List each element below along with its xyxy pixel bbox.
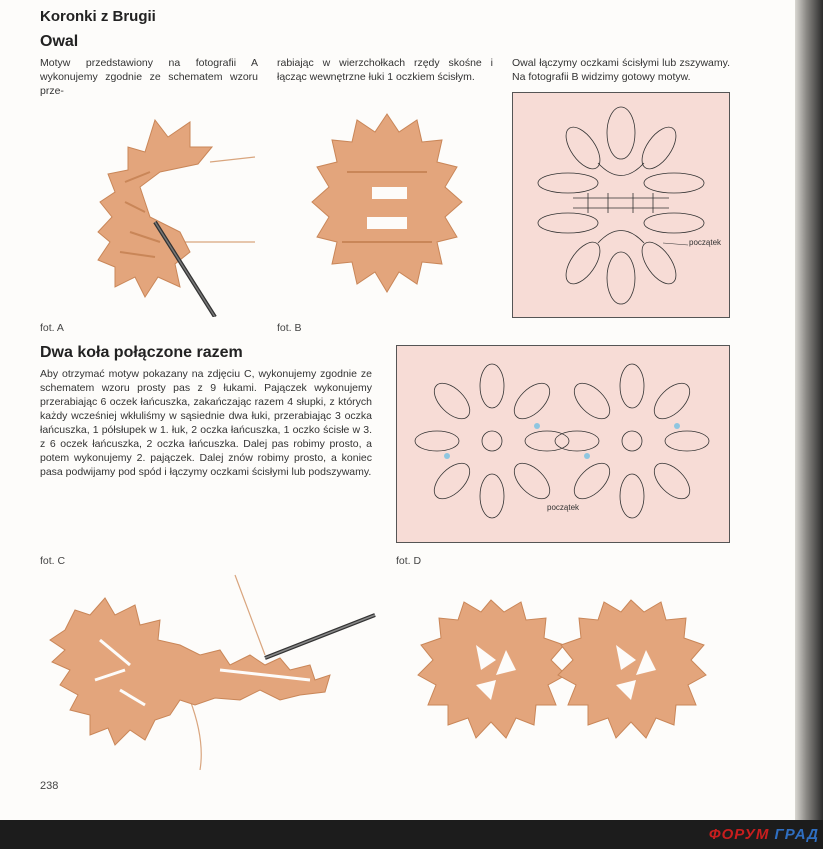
diagram-label-start: początek: [689, 238, 722, 247]
crochet-chart-dwa-kola: [396, 345, 730, 543]
photo-b: [277, 92, 497, 317]
heading-owal: Owal: [40, 33, 79, 50]
photo-d: [396, 570, 726, 770]
watermark-logo: [709, 826, 819, 843]
caption-photo-c: fot. C: [40, 555, 66, 567]
caption-photo-b: fot. B: [277, 322, 302, 334]
photo-c: [40, 570, 380, 770]
photo-a: [40, 92, 260, 317]
caption-photo-a: fot. A: [40, 322, 64, 334]
page-number: 238: [40, 780, 59, 792]
diagram-label-start-d: początek: [547, 503, 580, 512]
heading-dwa-kola: Dwa koła połączone razem: [40, 344, 243, 361]
crochet-chart-owal: [512, 92, 730, 318]
book-spine: [795, 0, 823, 820]
dwa-kola-text: Aby otrzymać motyw pokazany na zdjęciu C, wykonujemy zgodnie ze schematem wzoru prosty pas z 9 łukami. Pajączek wykonujemy przerabiając 6 oczek łańcuszka, zakańczając razem 4 słupki, z których każdy wcześniej wkłuliśmy w sąsiednie dwa łuki, przerabiając 3 oczka łańcuszka, 1 półsłupek w 1. łuk, 2 oczka łańcuszka, 1 oczko ścisłe w 3. z 6 oczek łańcuszka, 2 oczka łańcuszka. Dalej pas robimy prosto, a potem wykonujemy 2. pajączek. Dalej znów robimy prosto, a koniec pasa podwijamy pod spód i łączymy oczkami ścisłymi lub podszywamy.: [40, 368, 372, 478]
owal-text-col1: Motyw przedstawiony na fotografii A wykonujemy zgodnie ze schematem wzoru prze-: [40, 57, 258, 97]
caption-photo-d: fot. D: [396, 555, 422, 567]
owal-text-col3: Owal łączymy oczkami ścisłymi lub zszywamy. Na fotografii B widzimy gotowy motyw.: [512, 57, 730, 83]
owal-text-col2: rabiając w wierzchołkach rzędy skośne i łącząc wewnętrzne łuki 1 oczkiem ścisłym.: [277, 57, 493, 83]
bottom-strip: [0, 820, 823, 849]
watermark-text-1: ФОРУМ: [708, 826, 770, 843]
section-title: Koronki z Brugii: [40, 8, 156, 25]
watermark-text-2: ГРАД: [774, 826, 819, 843]
